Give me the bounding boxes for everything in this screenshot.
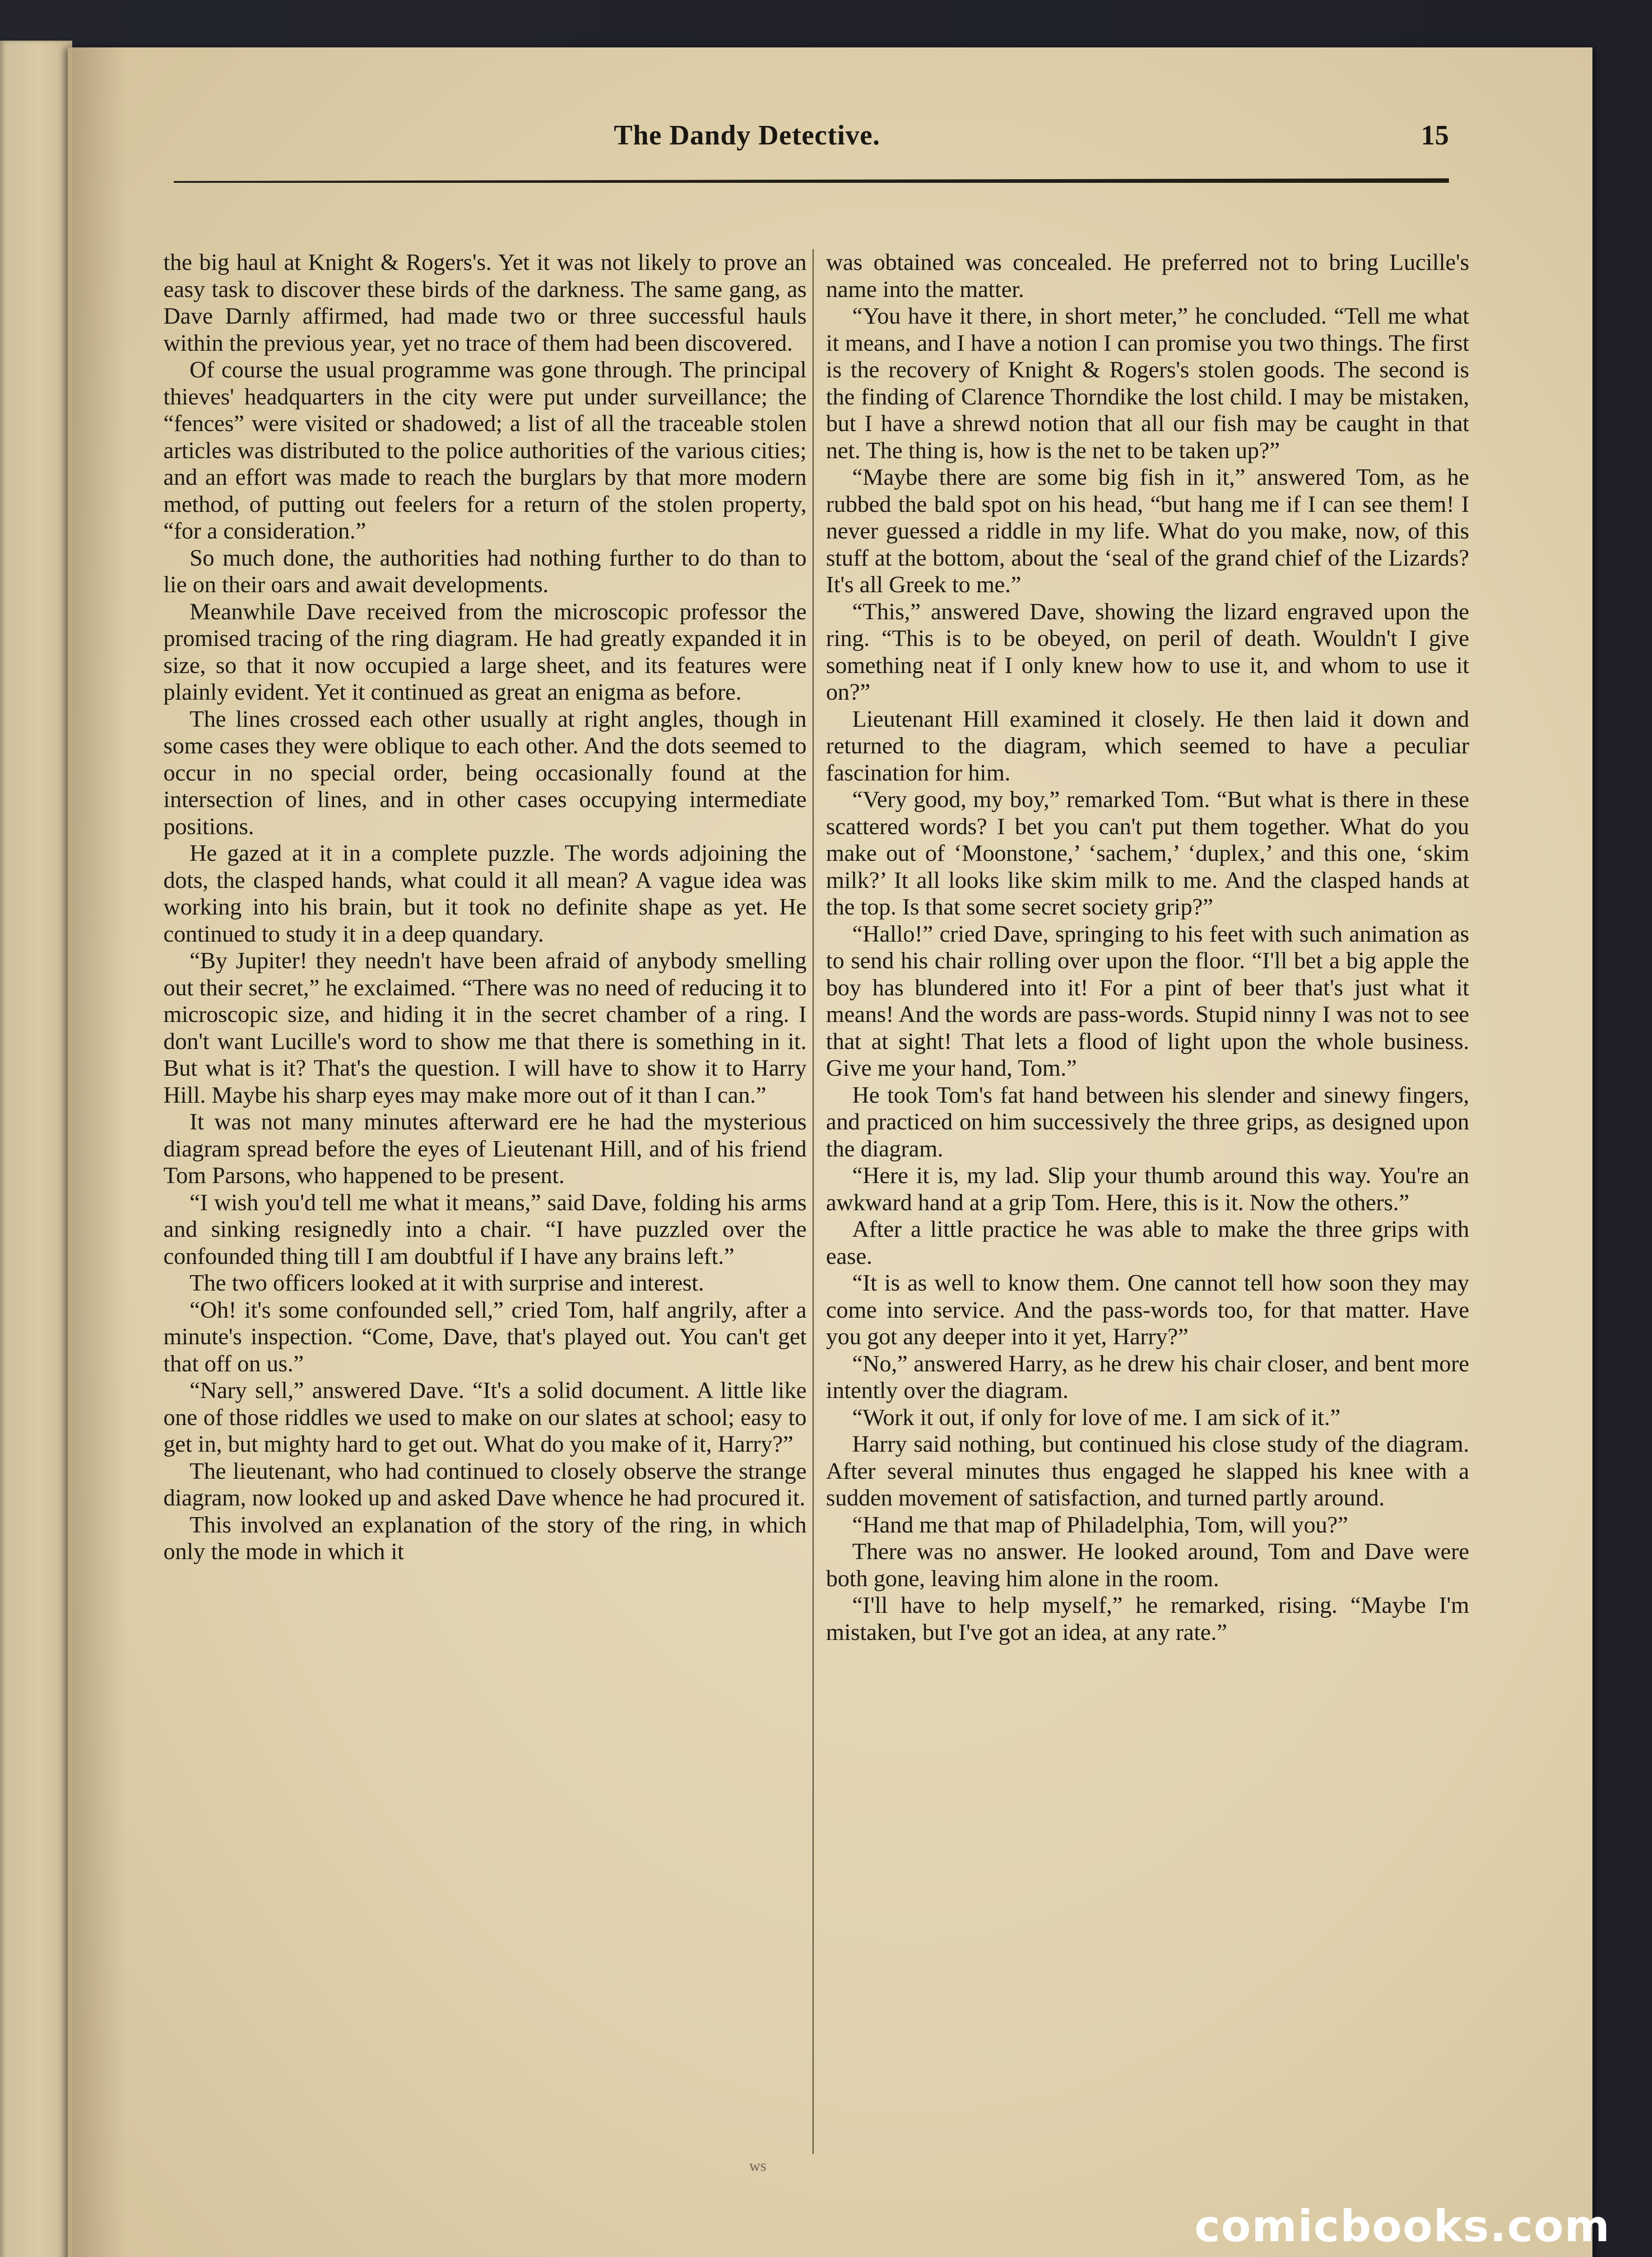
paragraph: Meanwhile Dave received from the microscopic professor the promised tracing of the ring diagram. He had greatly expanded it in size, so that it now occupied a large sheet, and its features were plainly evident. Yet it continued as great an enigma as before. bbox=[163, 599, 807, 705]
paragraph: “It is as well to know them. One cannot tell how soon they may come into service. And the pass-words too, for that matter. Have you got any deeper into it yet, Harry?” bbox=[826, 1270, 1469, 1350]
paragraph: “I wish you'd tell me what it means,” said Dave, folding his arms and sinking resignedly into a chair. “I have puzzled over the confounded thing till I am doubtful if I have any brains left.” bbox=[163, 1189, 807, 1269]
paragraph: He took Tom's fat hand between his slender and sinewy fingers, and practiced on him successively the three grips, as designed upon the diagram. bbox=[826, 1082, 1469, 1162]
paragraph: “No,” answered Harry, as he drew his chair closer, and bent more intently over the diagram. bbox=[826, 1351, 1469, 1403]
page-header bbox=[614, 120, 1449, 174]
paragraph: Lieutenant Hill examined it closely. He then laid it down and returned to the diagram, which seemed to have a peculiar fascination for him. bbox=[826, 706, 1469, 786]
paragraph: So much done, the authorities had nothing further to do than to lie on their oars and await developments. bbox=[163, 545, 807, 598]
paragraph: “Here it is, my lad. Slip your thumb around this way. You're an awkward hand at a grip Tom. Here, this is it. Now the others.” bbox=[826, 1163, 1469, 1216]
paragraph: There was no answer. He looked around, Tom and Dave were both gone, leaving him alone in the room. bbox=[826, 1539, 1469, 1592]
paragraph: “Maybe there are some big fish in it,” answered Tom, as he rubbed the bald spot on his head, “but hang me if I can see them! I never guessed a riddle in my life. What do you make, now, of this stuff at the bottom, about the ‘seal of the grand chief of the Lizards? It's all Greek to me.” bbox=[826, 464, 1469, 598]
paragraph: “Very good, my boy,” remarked Tom. “But what is there in these scattered words? I bet you can't put them together. What do you make out of ‘Moonstone,’ ‘sachem,’ ‘duplex,’ and this one, ‘skim milk?’ It all looks like skim milk to me. And the clasped hands at the top. Is that some secret society grip?” bbox=[826, 787, 1469, 920]
paragraph: “Oh! it's some confounded sell,” cried Tom, half angrily, after a minute's inspection. “Come, Dave, that's played out. You can't get that off on us.” bbox=[163, 1297, 807, 1377]
paragraph: “By Jupiter! they needn't have been afraid of anybody smelling out their secret,” he exclaimed. “There was no need of reducing it to microscopic size, and hiding it in the secret chamber of a ring. I don't want Lucille's word to show me that there is something in it. But what is it? That's the question. I will have to show it to Harry Hill. Maybe his sharp eyes may make more out of it than I can.” bbox=[163, 948, 807, 1108]
gutter-shadow bbox=[72, 47, 126, 2257]
paragraph: The lines crossed each other usually at right angles, though in some cases they were oblique to each other. And the dots seemed to occur in no special order, being occasionally found at the intersection of lines, and in other cases occupying intermediate positions. bbox=[163, 706, 807, 840]
paragraph: was obtained was concealed. He preferred not to bring Lucille's name into the matter. bbox=[826, 250, 1469, 302]
text-column-left bbox=[163, 249, 807, 1565]
paragraph: “Work it out, if only for love of me. I am sick of it.” bbox=[852, 1404, 1341, 1430]
paragraph: “I'll have to help myself,” he remarked, rising. “Maybe I'm mistaken, but I've got an idea, at any rate.” bbox=[826, 1593, 1469, 1645]
paragraph: “This,” answered Dave, showing the lizard engraved upon the ring. “This is to be obeyed, on peril of death. Wouldn't I give something neat if I only knew how to use it, and whom to use it on?” bbox=[826, 599, 1469, 705]
paragraph: “Hallo!” cried Dave, springing to his feet with such animation as to send his chair rolling over upon the floor. “I'll bet a big apple the boy has blundered into it! For a pint of beer that's just what it means! And the words are pass-words. Stupid ninny I was not to see that at sight! That lets a flood of light upon the whole business. Give me your hand, Tom.” bbox=[826, 921, 1469, 1081]
paragraph: The two officers looked at it with surprise and interest. bbox=[190, 1270, 704, 1296]
running-title: The Dandy Detective. bbox=[614, 120, 880, 151]
paragraph: This involved an explanation of the story of the ring, in which only the mode in which it bbox=[163, 1512, 807, 1565]
page-number: 15 bbox=[1421, 120, 1449, 151]
paragraph: “Hand me that map of Philadelphia, Tom, will you?” bbox=[852, 1512, 1348, 1538]
paragraph: the big haul at Knight & Rogers's. Yet it was not likely to prove an easy task to discover these birds of the darkness. The same gang, as Dave Darnly affirmed, had made two or three successful hauls within the previous year, yet no trace of them had been discovered. bbox=[163, 250, 807, 356]
footer-mark: ws bbox=[749, 2158, 766, 2174]
previous-page-edge bbox=[0, 41, 72, 2257]
paragraph: “You have it there, in short meter,” he concluded. “Tell me what it means, and I have a notion I can promise you two things. The first is the recovery of Knight & Rogers's stolen goods. The second is the finding of Clarence Thorndike the lost child. I may be mistaken, but I have a shrewd notion that all our fish may be caught in that net. The thing is, how is the net to be taken up?” bbox=[826, 303, 1469, 464]
paragraph: Harry said nothing, but continued his close study of the diagram. After several minutes thus engaged he slapped his knee with a sudden movement of satisfaction, and turned partly around. bbox=[826, 1431, 1469, 1511]
text-column-right bbox=[826, 249, 1469, 1646]
paragraph: “Nary sell,” answered Dave. “It's a solid document. A little like one of those riddles we used to make on our slates at school; easy to get in, but mighty hard to get out. What do you make of it, Harry?” bbox=[163, 1378, 807, 1457]
column-divider bbox=[812, 249, 814, 2154]
paragraph: After a little practice he was able to make the three grips with ease. bbox=[826, 1217, 1469, 1269]
paragraph: Of course the usual programme was gone through. The principal thieves' headquarters in the city were put under surveillance; the “fences” were visited or shadowed; a list of all the traceable stolen articles was distributed to the police authorities of the various cities; and an effort was made to reach the burglars by that more modern method, of putting out feelers for a return of the stolen property, “for a consideration.” bbox=[163, 357, 807, 544]
paragraph: He gazed at it in a complete puzzle. The words adjoining the dots, the clasped hands, what could it all mean? A vague idea was working into his brain, but it took no definite shape as yet. He continued to study it in a deep quandary. bbox=[163, 841, 807, 947]
watermark: comicbooks.com bbox=[1194, 2201, 1610, 2252]
paragraph: The lieutenant, who had continued to closely observe the strange diagram, now looked up and asked Dave whence he had procured it. bbox=[163, 1458, 807, 1511]
paragraph: It was not many minutes afterward ere he had the mysterious diagram spread before the eyes of Lieutenant Hill, and of his friend Tom Parsons, who happened to be present. bbox=[163, 1109, 807, 1189]
